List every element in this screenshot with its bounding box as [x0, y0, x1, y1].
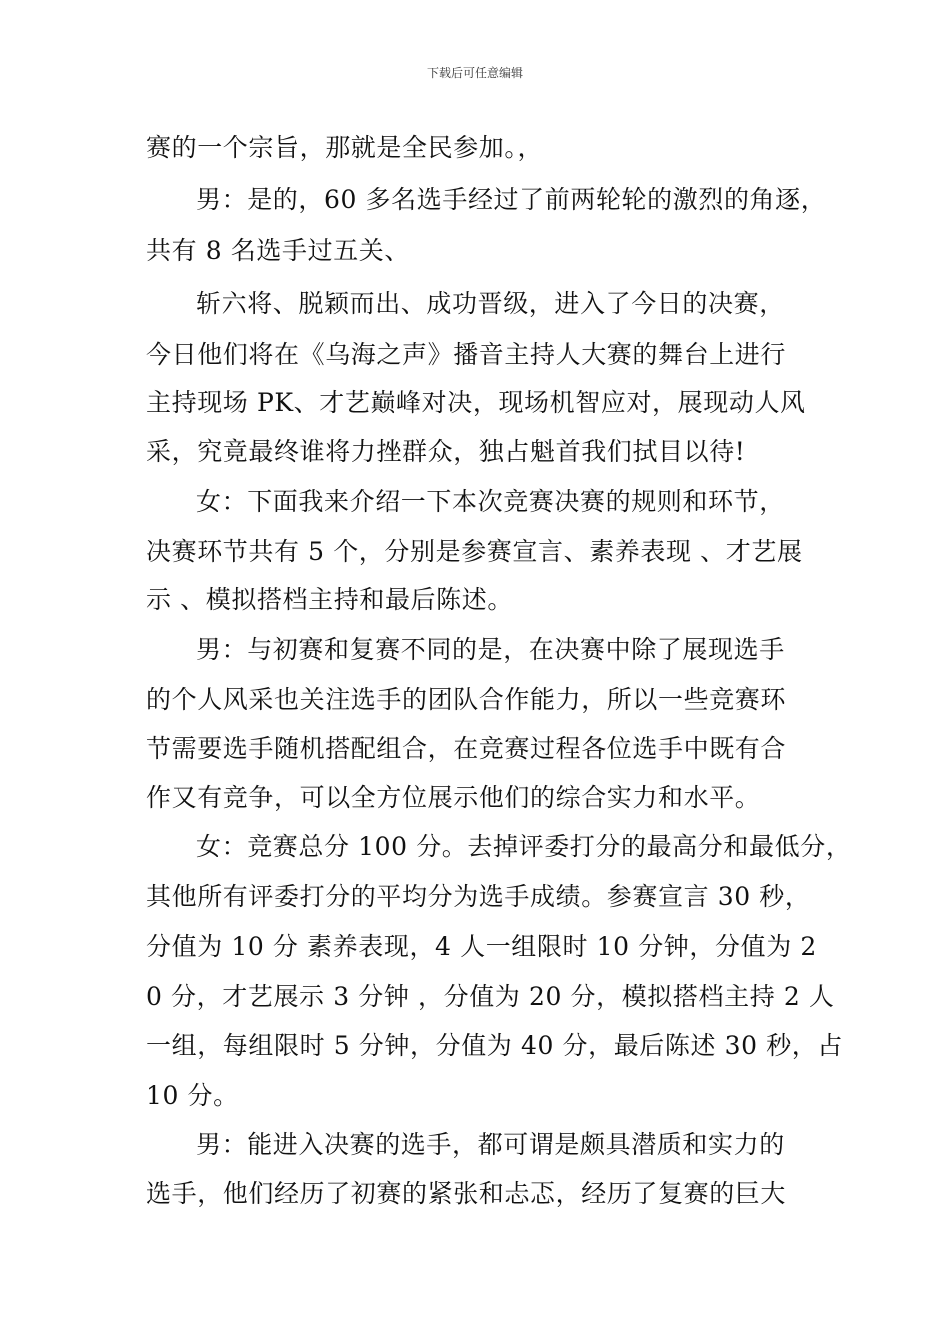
- text-line: 作又有竞争，可以全方位展示他们的综合实力和水平。: [146, 783, 761, 812]
- text-line: 分值为 10 分 素养表现，4 人一组限时 10 分钟，分值为 2: [146, 932, 817, 961]
- text-line: 节需要选手随机搭配组合，在竞赛过程各位选手中既有合: [146, 734, 787, 763]
- text-line: 赛的一个宗旨，那就是全民参加。，: [146, 133, 544, 162]
- text-line: 男：能进入决赛的选手，都可谓是颇具潜质和实力的: [196, 1130, 785, 1159]
- text-line: 的个人风采也关注选手的团队合作能力，所以一些竞赛环: [146, 685, 787, 714]
- text-line: 其他所有评委打分的平均分为选手成绩。参赛宣言 30 秒，: [146, 882, 811, 911]
- text-line: 示 、模拟搭档主持和最后陈述。: [146, 585, 513, 614]
- text-line: 采，究竟最终谁将力挫群众，独占魁首我们拭目以待!: [146, 437, 746, 466]
- text-line: 男：是的，60 多名选手经过了前两轮轮的激烈的角逐，: [196, 185, 827, 214]
- text-line: 决赛环节共有 5 个，分别是参赛宣言、素养表现 、才艺展: [146, 537, 803, 566]
- text-line: 女：竞赛总分 100 分。去掉评委打分的最高分和最低分，: [196, 832, 852, 861]
- text-line: 斩六将、脱颖而出、成功晋级，进入了今日的决赛，: [196, 289, 785, 318]
- page-header: 下载后可任意编辑: [426, 66, 523, 80]
- text-line: 女：下面我来介绍一下本次竞赛决赛的规则和环节，: [196, 487, 785, 516]
- text-line: 共有 8 名选手过五关、: [146, 236, 411, 265]
- text-line: 男：与初赛和复赛不同的是，在决赛中除了展现选手: [196, 635, 785, 664]
- text-line: 一组，每组限时 5 分钟，分值为 40 分，最后陈述 30 秒，占: [146, 1031, 844, 1060]
- text-line: 10 分。: [146, 1081, 239, 1110]
- text-line: 今日他们将在《乌海之声》播音主持人大赛的舞台上进行: [146, 340, 787, 369]
- text-line: 主持现场 PK、才艺巅峰对决，现场机智应对，展现动人风: [146, 388, 806, 417]
- text-line: 0 分，才艺展示 3 分钟 ，分值为 20 分，模拟搭档主持 2 人: [146, 982, 835, 1011]
- text-line: 选手，他们经历了初赛的紧张和忐忑，经历了复赛的巨大: [146, 1179, 787, 1208]
